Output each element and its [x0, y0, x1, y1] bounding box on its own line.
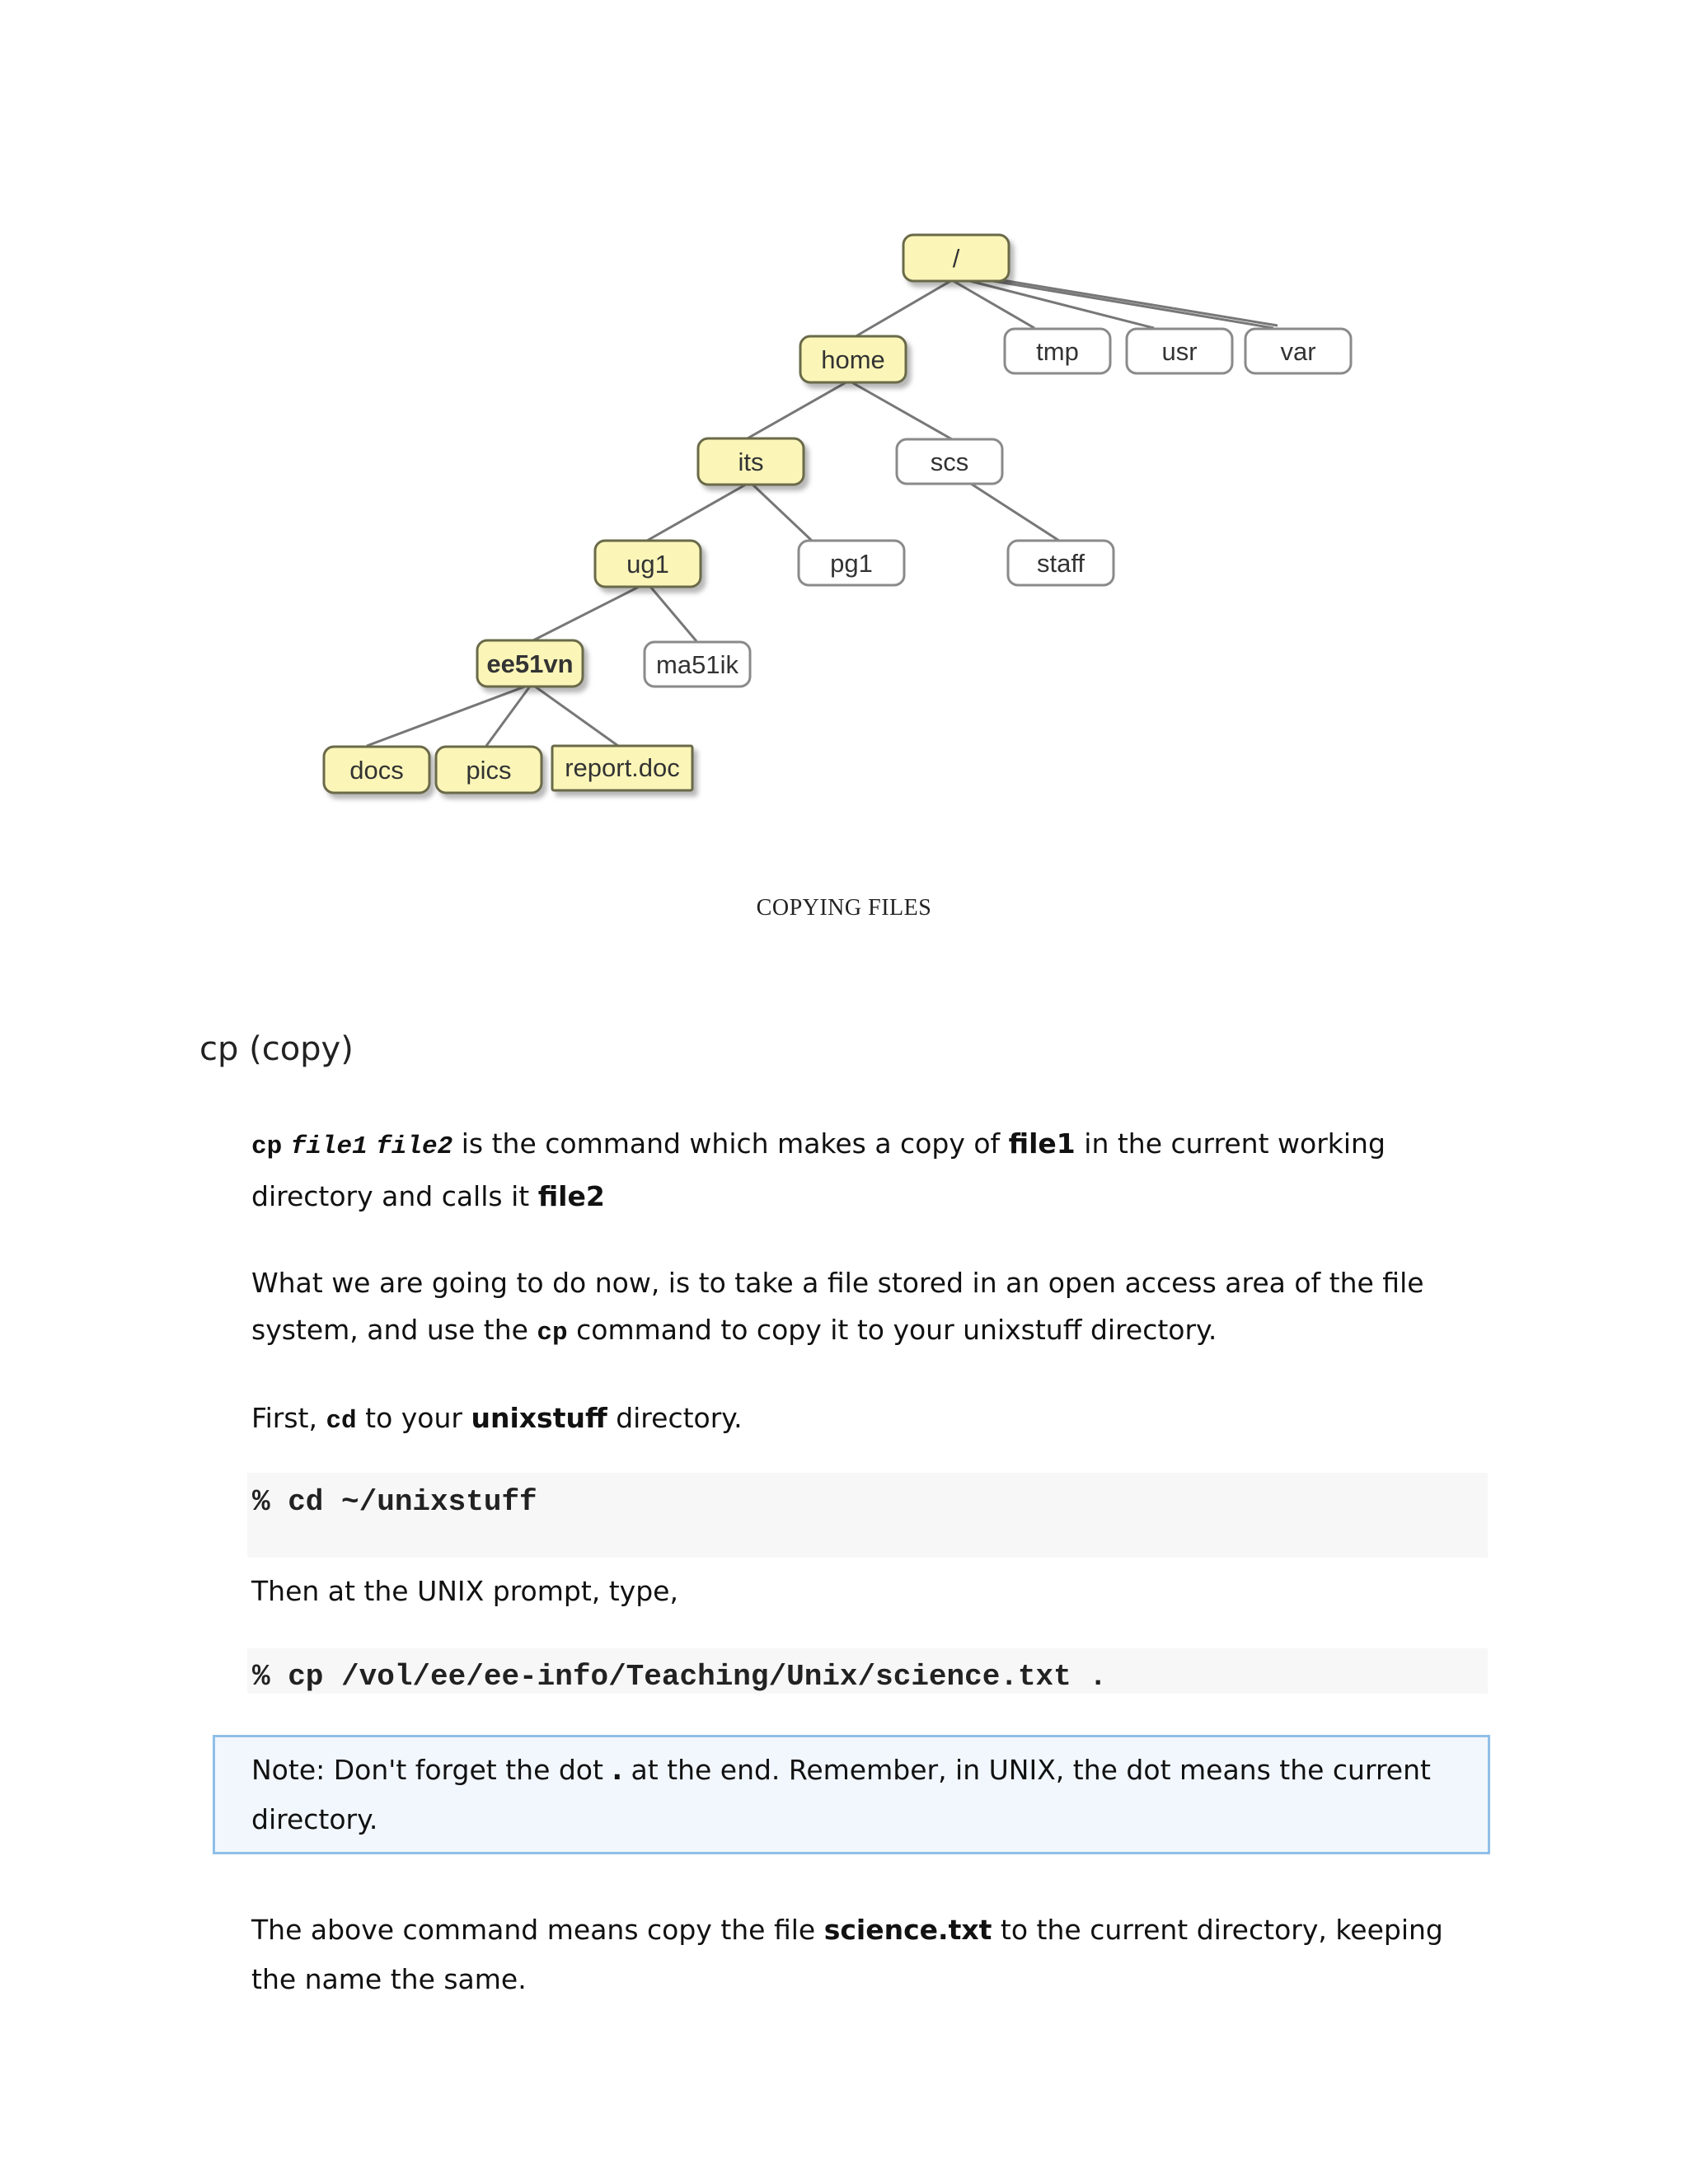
paragraph-intro	[251, 1259, 1488, 1357]
inline-code-cp: cp	[251, 1132, 283, 1161]
bold-dot: .	[612, 1754, 622, 1786]
tree-node-scs	[897, 439, 1002, 484]
text-segment: at the end. Remember, in UNIX, the dot means the current directory.	[251, 1754, 1431, 1835]
tree-node-staff	[1008, 541, 1114, 585]
svg-text:pg1: pg1	[830, 549, 873, 578]
tree-node-tmp	[1005, 329, 1110, 373]
tree-node-ma51ik	[645, 642, 750, 687]
bold-file1: file1	[1008, 1127, 1076, 1160]
svg-text:tmp: tmp	[1036, 337, 1079, 366]
tree-node-ee51vn	[477, 640, 583, 687]
text-segment: What we are going to do now, is to take a file stored in an open access area of the file system, and use the	[251, 1267, 1424, 1346]
bold-unixstuff: unixstuff	[471, 1402, 607, 1434]
tree-node-its	[698, 438, 804, 485]
bold-science-txt: science.txt	[823, 1914, 992, 1946]
svg-text:docs: docs	[349, 756, 404, 785]
section-heading: cp (copy)	[199, 1030, 354, 1068]
paragraph-prompt: Then at the UNIX prompt, type,	[251, 1575, 678, 1607]
tree-node-usr	[1127, 329, 1232, 373]
text-segment: to your	[356, 1402, 471, 1434]
tree-node-root	[903, 235, 1009, 281]
code-block-cp: % cp /vol/ee/ee-info/Teaching/Unix/science.txt .	[247, 1648, 1488, 1694]
text-segment: directory.	[607, 1402, 743, 1434]
text-segment: to the current directory, keeping the name the same.	[251, 1914, 1443, 1995]
inline-code-cp: cp	[537, 1319, 568, 1347]
text-segment: The above command means copy the file	[251, 1914, 824, 1946]
svg-text:scs: scs	[930, 448, 969, 476]
text-segment: command to copy it to your unixstuff directory.	[567, 1314, 1217, 1346]
text-segment: in the current working directory and calls it	[251, 1127, 1386, 1212]
paragraph-cd-instruction	[251, 1394, 1488, 1446]
svg-text:its: its	[738, 448, 764, 476]
paragraph-explanation	[251, 1905, 1488, 2004]
tree-node-home	[800, 336, 906, 382]
note-box	[213, 1735, 1490, 1854]
figure-caption: COPYING FILES	[756, 895, 932, 921]
text-segment: is the command which makes a copy of	[452, 1127, 1009, 1160]
svg-text:usr: usr	[1161, 337, 1198, 366]
tree-node-ug1	[595, 541, 701, 587]
tree-node-pics	[436, 747, 542, 793]
svg-text:pics: pics	[466, 756, 512, 785]
inline-code-file2: file2	[376, 1132, 453, 1161]
tree-node-pg1	[799, 541, 904, 585]
svg-text:home: home	[821, 345, 885, 374]
svg-text:staff: staff	[1036, 549, 1085, 578]
svg-text:ug1: ug1	[626, 550, 669, 579]
svg-text:ma51ik: ma51ik	[656, 650, 738, 679]
svg-text:report.doc: report.doc	[565, 753, 680, 782]
tree-node-var	[1245, 329, 1351, 373]
tree-node-report-doc	[552, 746, 692, 790]
bold-file2: file2	[537, 1180, 605, 1212]
code-block-cd: % cd ~/unixstuff	[247, 1473, 1488, 1558]
directory-tree-diagram	[0, 0, 1688, 865]
inline-code-cd: cd	[326, 1407, 357, 1436]
paragraph-cp-definition	[251, 1119, 1488, 1221]
inline-code-file1: file1	[290, 1132, 368, 1161]
tree-node-docs	[324, 747, 429, 793]
text-segment: Note: Don't forget the dot	[251, 1754, 612, 1786]
svg-text:ee51vn: ee51vn	[486, 649, 574, 678]
text-segment: First,	[251, 1402, 326, 1434]
svg-text:/: /	[952, 244, 960, 273]
svg-text:var: var	[1280, 337, 1316, 366]
note-text	[251, 1746, 1471, 1844]
